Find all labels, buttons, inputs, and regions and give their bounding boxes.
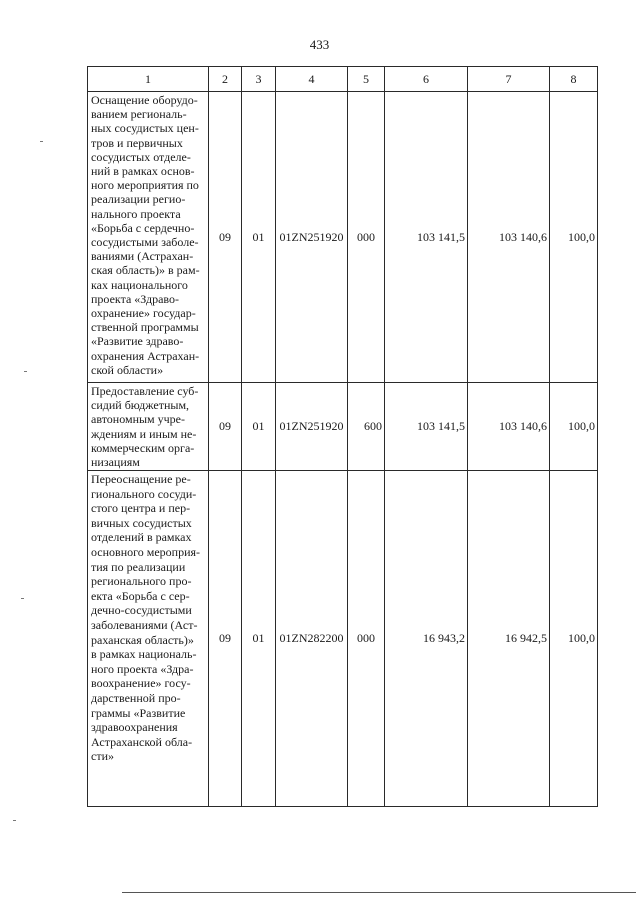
- footer-rule: [122, 892, 636, 893]
- description-line: Астраханской обла-: [91, 734, 193, 749]
- table-header-row: [88, 67, 598, 92]
- planned-amount: 103 141,5: [385, 92, 468, 383]
- section-code: 09: [209, 471, 242, 807]
- execution-percent: 100,0: [550, 92, 598, 383]
- description-line: тия по реализации: [91, 559, 186, 574]
- description-line: сти»: [91, 749, 114, 764]
- expense-type-code: 000: [348, 471, 385, 807]
- description-line: ждениям и иным не-: [91, 426, 197, 441]
- column-header: 7: [468, 67, 550, 92]
- margin-mark: [40, 141, 43, 142]
- description-line: ская область)» в рам-: [91, 263, 200, 278]
- execution-percent: 100,0: [550, 383, 598, 471]
- subsection-code: 01: [242, 92, 276, 383]
- column-header: 6: [385, 67, 468, 92]
- description-line: дечно-сосудистыми: [91, 603, 192, 618]
- subsection-code: 01: [242, 383, 276, 471]
- page-number: 433: [309, 37, 330, 52]
- table-row: [88, 92, 598, 383]
- table-row: [88, 471, 598, 807]
- description-line: проекта «Здраво-: [91, 291, 180, 306]
- column-header: 8: [550, 67, 598, 92]
- execution-percent: 100,0: [550, 471, 598, 807]
- row-description: [88, 471, 209, 807]
- description-line: сосудистых отделе-: [91, 149, 191, 164]
- description-line: граммы «Развитие: [91, 705, 186, 720]
- description-line: отделений в рамках: [91, 530, 192, 545]
- column-header: 5: [348, 67, 385, 92]
- description-line: охранения Астрахан-: [91, 348, 200, 363]
- description-line: дарственной про-: [91, 690, 181, 705]
- target-article-code: 01ZN282200: [276, 471, 348, 807]
- description-line: ных сосудистых цен-: [91, 121, 199, 136]
- description-line: «Развитие здраво-: [91, 334, 184, 349]
- margin-mark: [24, 371, 27, 372]
- description-line: стого центра и пер-: [91, 501, 191, 516]
- description-line: Оснащение оборудо-: [91, 93, 198, 107]
- description-line: гионального сосуди-: [91, 486, 197, 501]
- description-line: заболеваниями (Аст-: [91, 617, 198, 632]
- description-line: «Борьба с сердечно-: [91, 220, 195, 235]
- description-line: Предоставление суб-: [91, 384, 199, 398]
- description-line: ного проекта «Здра-: [91, 661, 194, 676]
- description-line: реализации регио-: [91, 192, 186, 207]
- column-header: 4: [276, 67, 348, 92]
- executed-amount: 103 140,6: [468, 92, 550, 383]
- executed-amount: 103 140,6: [468, 383, 550, 471]
- description-line: основного мероприя-: [91, 544, 201, 559]
- description-line: ках национального: [91, 277, 188, 292]
- column-header: 3: [242, 67, 276, 92]
- description-line: регионального про-: [91, 574, 192, 589]
- description-line: сосудистыми заболе-: [91, 235, 199, 250]
- description-line: сидий бюджетным,: [91, 398, 190, 413]
- planned-amount: 103 141,5: [385, 383, 468, 471]
- section-code: 09: [209, 383, 242, 471]
- description-line: Переоснащение ре-: [91, 472, 191, 486]
- expense-type-code: 000: [348, 92, 385, 383]
- description-line: ской области»: [91, 362, 164, 377]
- description-line: воохранение» госу-: [91, 676, 191, 691]
- description-line: здравоохранения: [91, 720, 178, 735]
- row-description: [88, 383, 209, 471]
- column-header: 1: [88, 67, 209, 92]
- description-line: охранение» государ-: [91, 306, 196, 321]
- description-line: тров и первичных: [91, 135, 183, 150]
- description-line: ванием региональ-: [91, 107, 187, 122]
- description-line: коммерческим орга-: [91, 440, 195, 455]
- description-line: вичных сосудистых: [91, 515, 192, 530]
- target-article-code: 01ZN251920: [276, 92, 348, 383]
- budget-table: [87, 66, 598, 807]
- planned-amount: 16 943,2: [385, 471, 468, 807]
- margin-mark: [21, 598, 24, 599]
- executed-amount: 16 942,5: [468, 471, 550, 807]
- subsection-code: 01: [242, 471, 276, 807]
- expense-type-code: 600: [348, 383, 385, 471]
- target-article-code: 01ZN251920: [276, 383, 348, 471]
- description-line: низациям: [91, 455, 140, 470]
- description-line: раханская область)»: [91, 632, 194, 647]
- description-line: ний в рамках основ-: [91, 164, 195, 179]
- column-header: 2: [209, 67, 242, 92]
- row-description: [88, 92, 209, 383]
- description-line: ваниями (Астрахан-: [91, 249, 194, 264]
- section-code: 09: [209, 92, 242, 383]
- description-line: нального проекта: [91, 206, 181, 221]
- description-line: екта «Борьба с сер-: [91, 588, 190, 603]
- description-line: автономным учре-: [91, 412, 186, 427]
- table-row: [88, 383, 598, 471]
- description-line: ного мероприятия по: [91, 178, 199, 193]
- description-line: в рамках националь-: [91, 647, 197, 662]
- description-line: ственной программы: [91, 320, 199, 335]
- margin-mark: [13, 820, 16, 821]
